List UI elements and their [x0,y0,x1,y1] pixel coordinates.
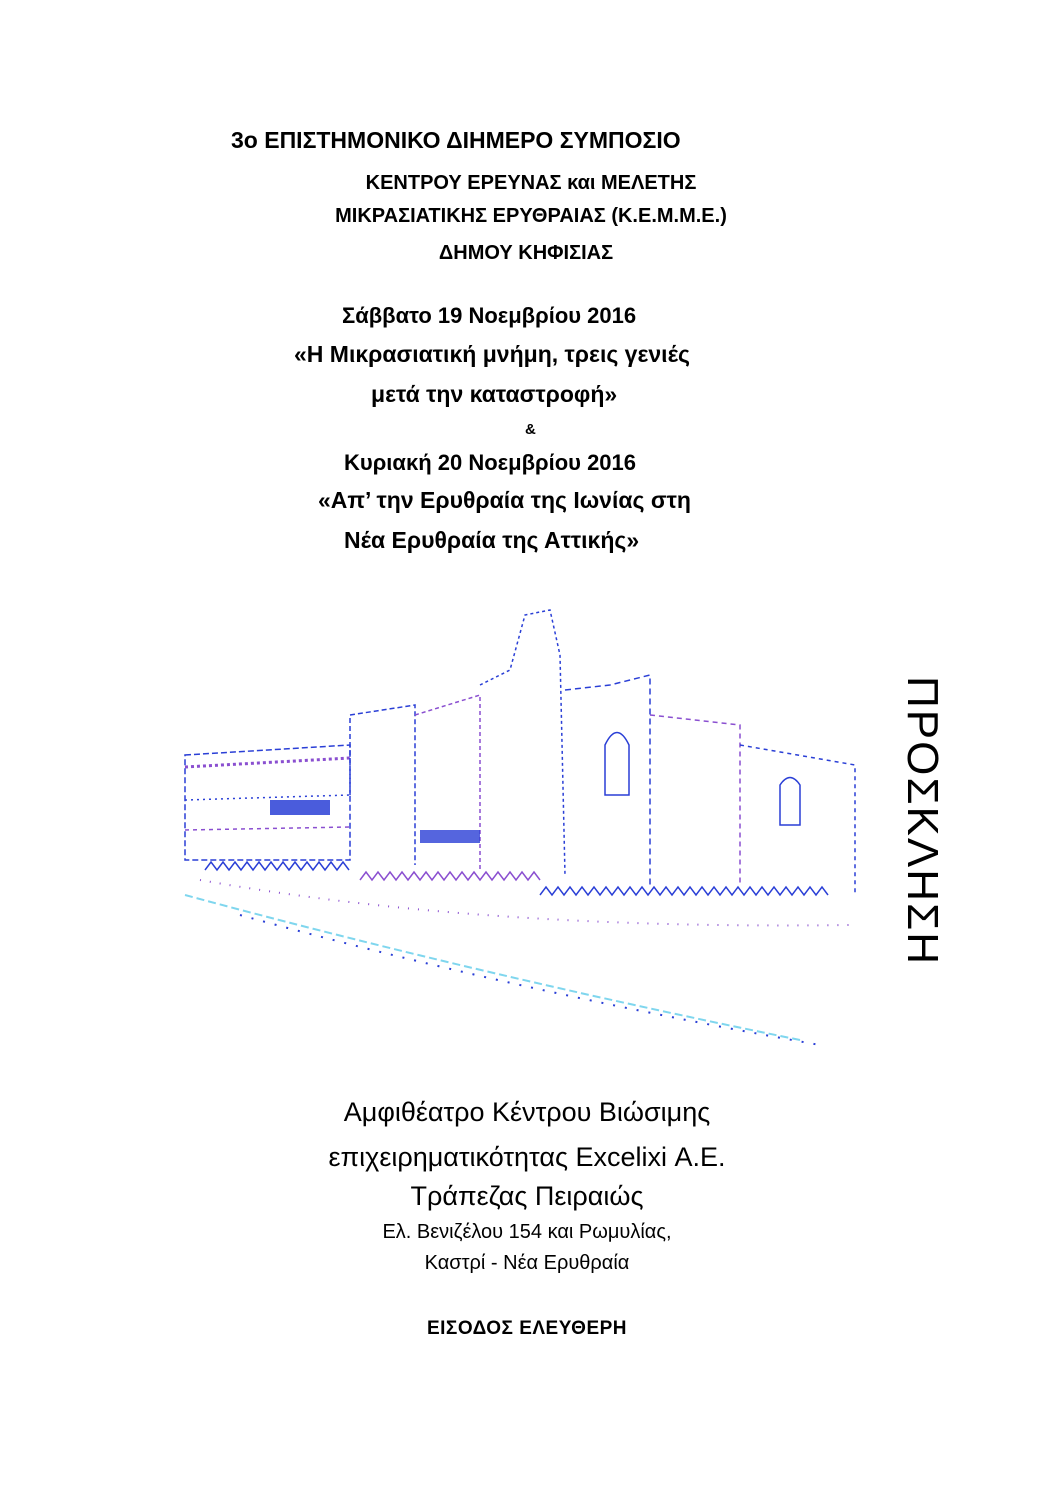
free-entry-note: ΕΙΣΟΔΟΣ ΕΛΕΥΘΕΡΗ [426,1318,628,1339]
invitation-vertical-title [896,626,948,1016]
day2-subject-line-2: Νέα Ερυθραία της Αττικής» [344,527,640,553]
day1-subject-line-2: μετά την καταστροφή» [371,381,618,407]
crowd-strokes [205,862,828,895]
street-sketch-illustration [180,595,860,1050]
header-line-4: ΔΗΜΟΥ ΚΗΦΙΣΙΑΣ [438,242,614,264]
venue-address-line-2: Καστρί - Νέα Ερυθραία [424,1252,630,1274]
day1-date: Σάββατο 19 Νοεμβρίου 2016 [342,303,637,328]
venue-address-line-1: Ελ. Βενιζέλου 154 και Ρωμυλίας, [382,1221,672,1243]
ampersand-separator: & [525,421,536,438]
venue-line-2: επιχειρηματικότητας Excelixi Α.Ε. [328,1142,726,1172]
day1-subject-line-1: «Η Μικρασιατική μνήμη, τρεις γενιές [294,341,690,367]
venue-line-1: Αμφιθέατρο Κέντρου Βιώσιμης [343,1097,711,1127]
venue-line-3: Τράπεζας Πειραιώς [410,1181,644,1211]
day2-date: Κυριακή 20 Νοεμβρίου 2016 [344,450,637,475]
header-line-2: ΚΕΝΤΡΟΥ ΕΡΕΥΝΑΣ και ΜΕΛΕΤΗΣ [365,172,697,194]
building-outlines [185,610,855,895]
day2-subject-line-1: «Απ’ την Ερυθραία της Ιωνίας στη [318,487,691,513]
ground-lines [185,880,850,1045]
invitation-vertical-label: ΠΡΟΣΚΛΗΣΗ [898,675,947,967]
header-line-1: 3ο ΕΠΙΣΤΗΜΟΝΙΚΟ ΔΙΗΜΕΡΟ ΣΥΜΠΟΣΙΟ [231,127,681,153]
header-line-3: ΜΙΚΡΑΣΙΑΤΙΚΗΣ ΕΡΥΘΡΑΙΑΣ (Κ.Ε.Μ.Μ.Ε.) [335,205,727,227]
